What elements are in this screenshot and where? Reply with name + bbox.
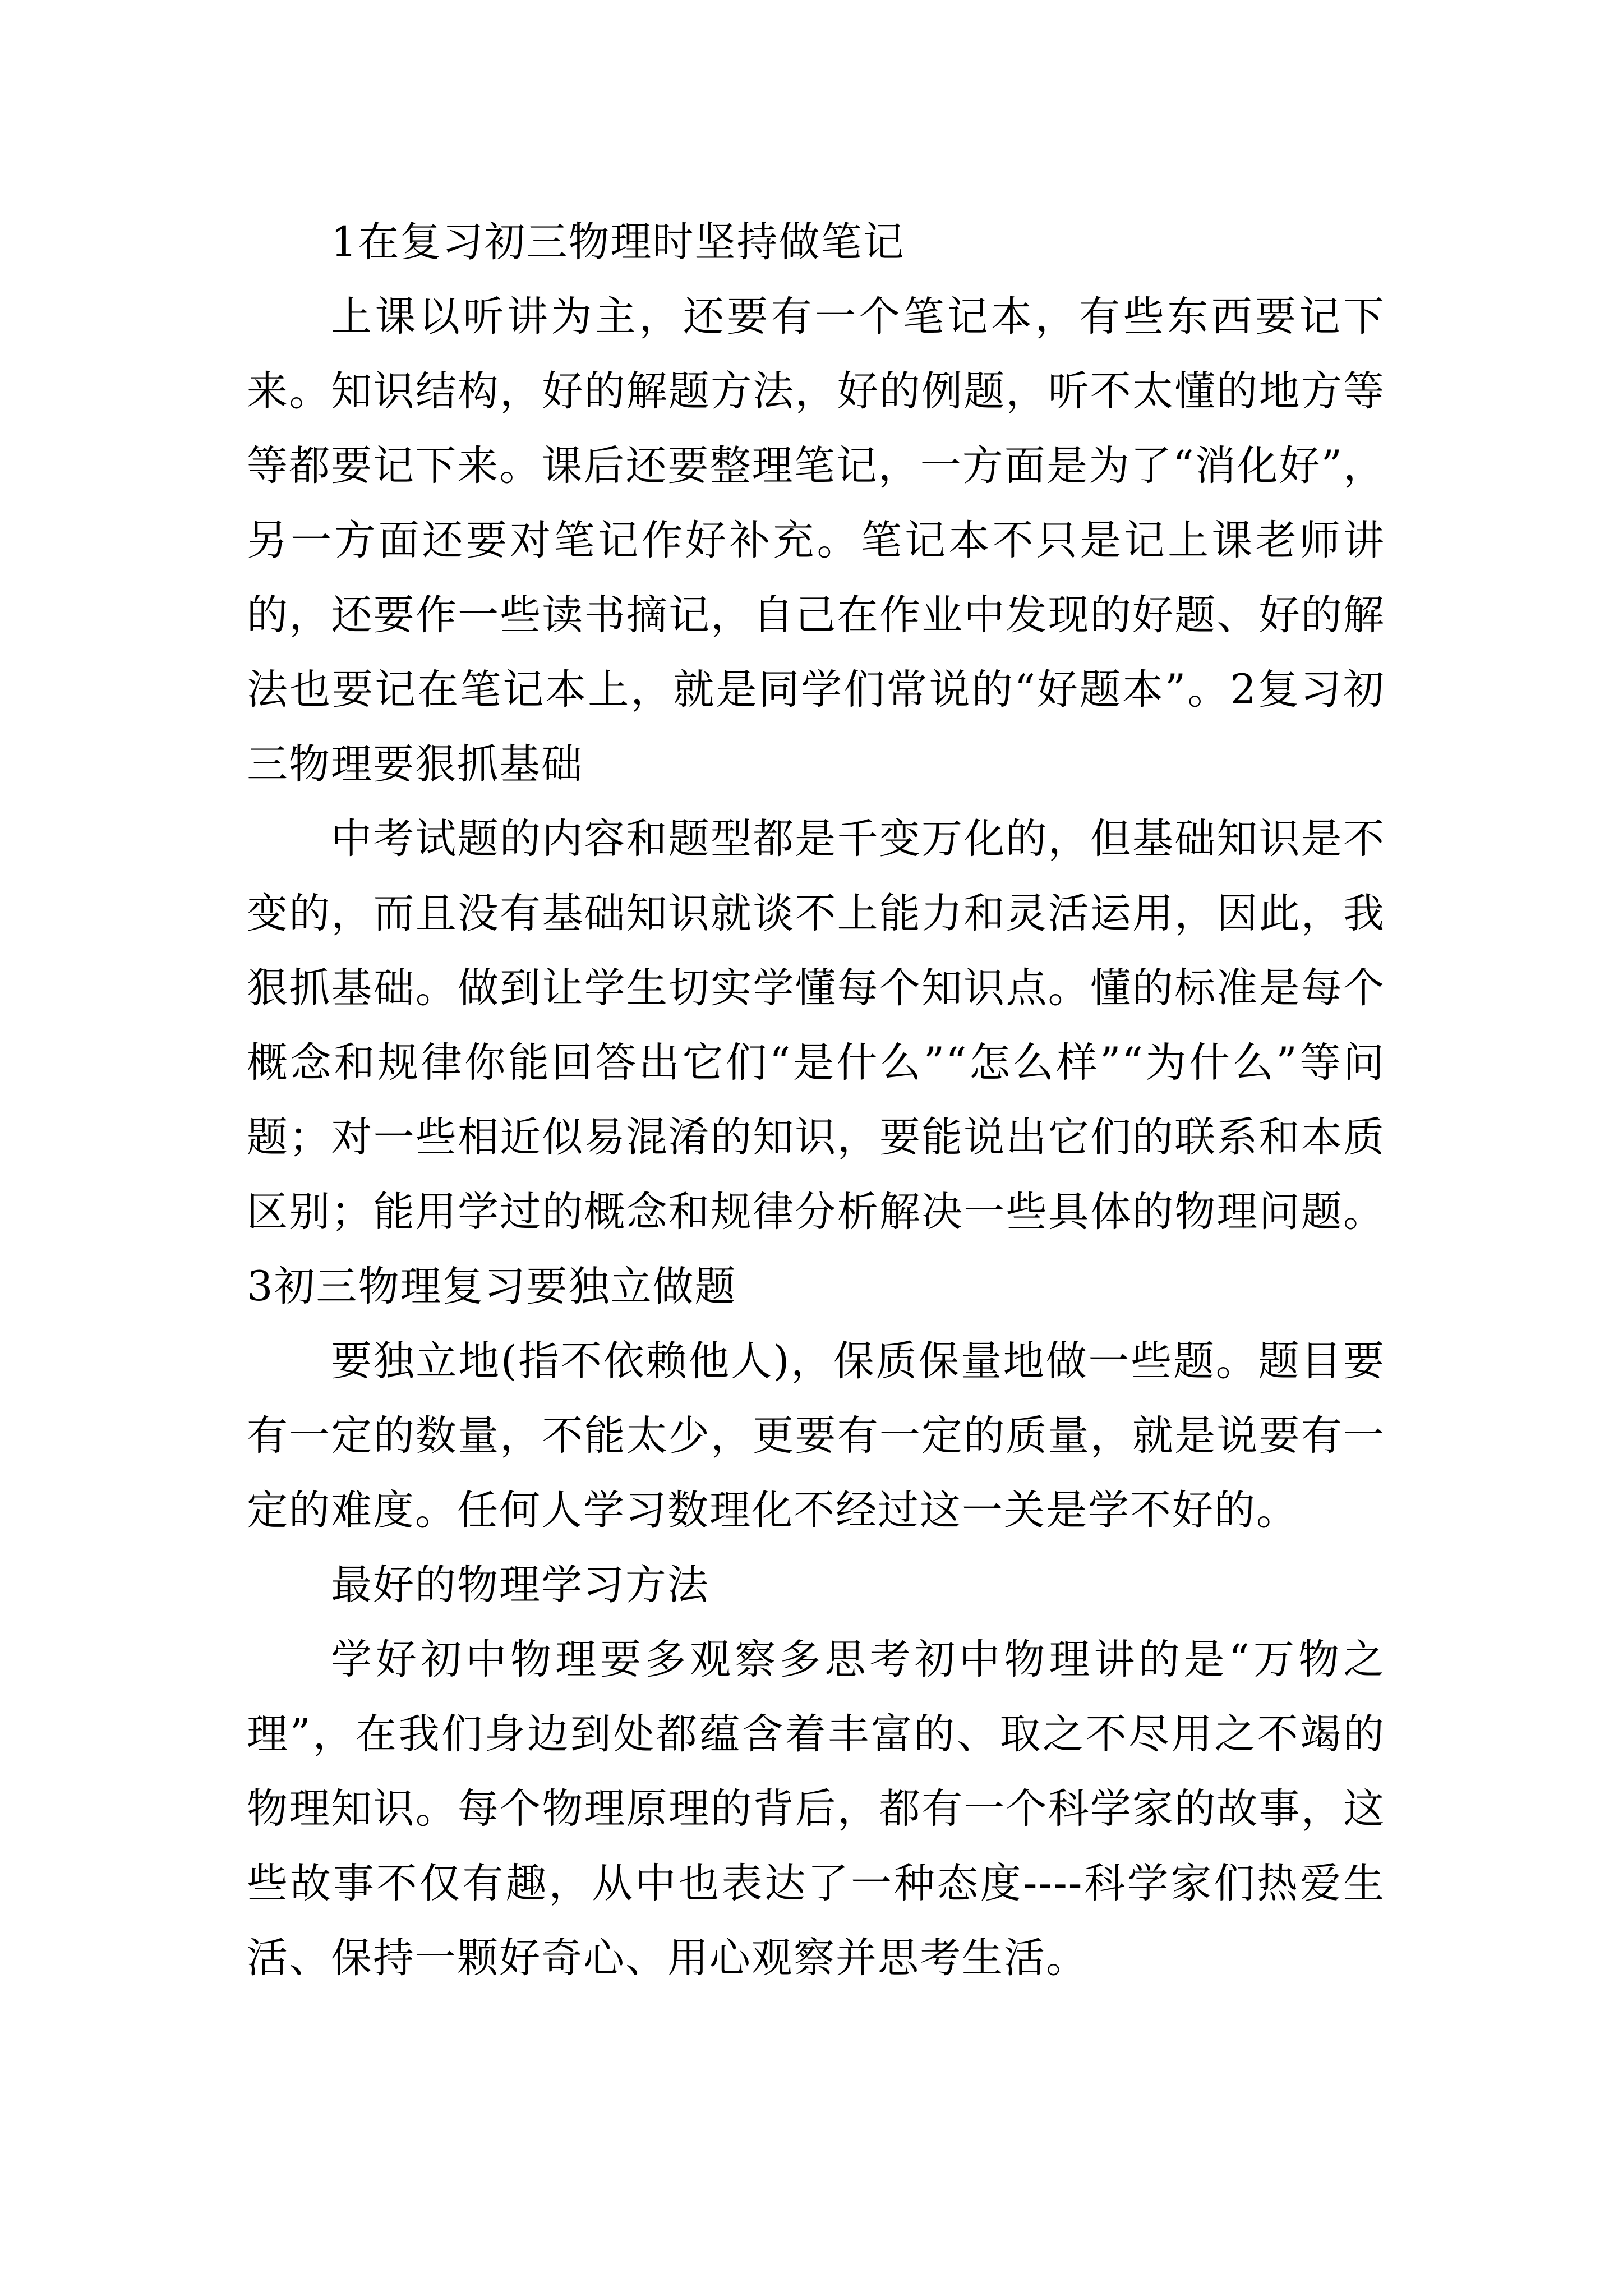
paragraph-note-taking: 上课以听讲为主，还要有一个笔记本，有些东西要记下来。知识结构，好的解题方法，好的例题，听不太懂的地方等等都要记下来。课后还要整理笔记，一方面是为了“消化好”，另一方面还要对笔记作好补充。笔记本不只是记上课老师讲的，还要作一些读书摘记，自己在作业中发现的好题、好的解法也要记在笔记本上，就是同学们常说的“好题本”。2复习初三物理要狠抓基础 xyxy=(247,293,1385,788)
heading-best-method: 最好的物理学习方法 xyxy=(331,1561,709,1609)
paragraph-fundamentals: 中考试题的内容和题型都是千变万化的，但基础知识是不变的，而且没有基础知识就谈不上能力和灵活运用，因此，我狠抓基础。做到让学生切实学懂每个知识点。懂的标准是每个概念和规律你能回答出它们“是什么”“怎么样”“为什么”等问题；对一些相近似易混淆的知识，要能说出它们的联系和本质区别；能用学过的概念和规律分析解决一些具体的物理问题。3初三物理复习要独立做题 xyxy=(247,815,1385,1310)
paragraph-observe-think: 学好初中物理要多观察多思考初中物理讲的是“万物之理”，在我们身边到处都蕴含着丰富的、取之不尽用之不竭的物理知识。每个物理原理的背后，都有一个科学家的故事，这些故事不仅有趣，从中也表达了一种态度----科学家们热爱生活、保持一颗好奇心、用心观察并思考生活。 xyxy=(247,1636,1385,1982)
heading-note-taking: 1在复习初三物理时坚持做笔记 xyxy=(331,218,905,266)
paragraph-independent-practice: 要独立地(指不依赖他人)，保质保量地做一些题。题目要有一定的数量，不能太少，更要有一定的质量，就是说要有一定的难度。任何人学习数理化不经过这一关是学不好的。 xyxy=(247,1337,1385,1534)
document-body xyxy=(247,205,1385,1995)
